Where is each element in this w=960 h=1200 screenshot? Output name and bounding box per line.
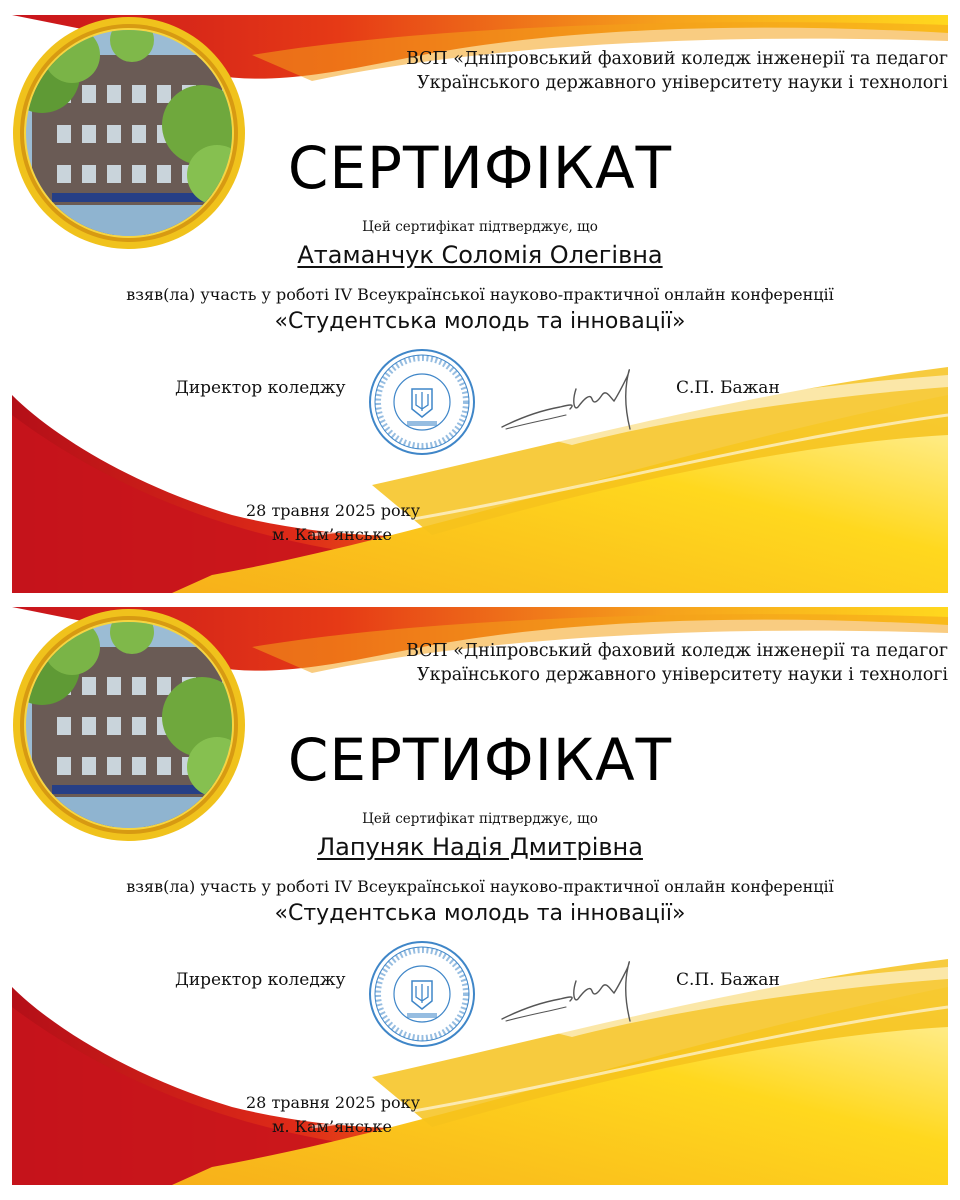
confirm-text: Цей сертифікат підтверджує, що [362,219,598,235]
certificate-1 [12,15,948,593]
handwritten-signature [498,349,646,439]
participation-text: взяв(ла) участь у роботі IV Всеукраїнської науково-практичної онлайн конференції [126,877,834,896]
organization-line-1: ВСП «Дніпровський фаховий коледж інженерії та педагог [406,49,948,69]
organization-line-2: Українського державного університету науки і технологі [417,73,948,93]
conference-name: «Студентська молодь та інновації» [274,309,686,334]
certificate-title: СЕРТИФІКАТ [287,726,673,794]
handwritten-signature [498,941,646,1031]
certificate-date: 28 травня 2025 року [246,501,421,520]
trident-emblem [412,981,432,1009]
recipient-name: Атаманчук Соломія Олегівна [297,241,663,269]
conference-name: «Студентська молодь та інновації» [274,901,686,926]
signer-name: С.П. Бажан [676,378,780,398]
organization-line-1: ВСП «Дніпровський фаховий коледж інженерії та педагог [406,641,948,661]
official-stamp [367,347,477,457]
organization-line-2: Українського державного університету науки і технологі [417,665,948,685]
certificate-city: м. Кам’янське [272,525,392,544]
certificate-title: СЕРТИФІКАТ [287,134,673,202]
trident-emblem [412,389,432,417]
participation-text: взяв(ла) участь у роботі IV Всеукраїнської науково-практичної онлайн конференції [126,285,834,304]
director-label: Директор коледжу [175,378,346,398]
organization-name [348,47,948,95]
recipient-name: Лапуняк Надія Дмитрівна [317,833,643,861]
director-label: Директор коледжу [175,970,346,990]
certificate-2 [12,607,948,1185]
official-stamp [367,939,477,1049]
certificate-date: 28 травня 2025 року [246,1093,421,1112]
signer-name: С.П. Бажан [676,970,780,990]
certificate-city: м. Кам’янське [272,1117,392,1136]
confirm-text: Цей сертифікат підтверджує, що [362,811,598,827]
organization-name [348,639,948,687]
